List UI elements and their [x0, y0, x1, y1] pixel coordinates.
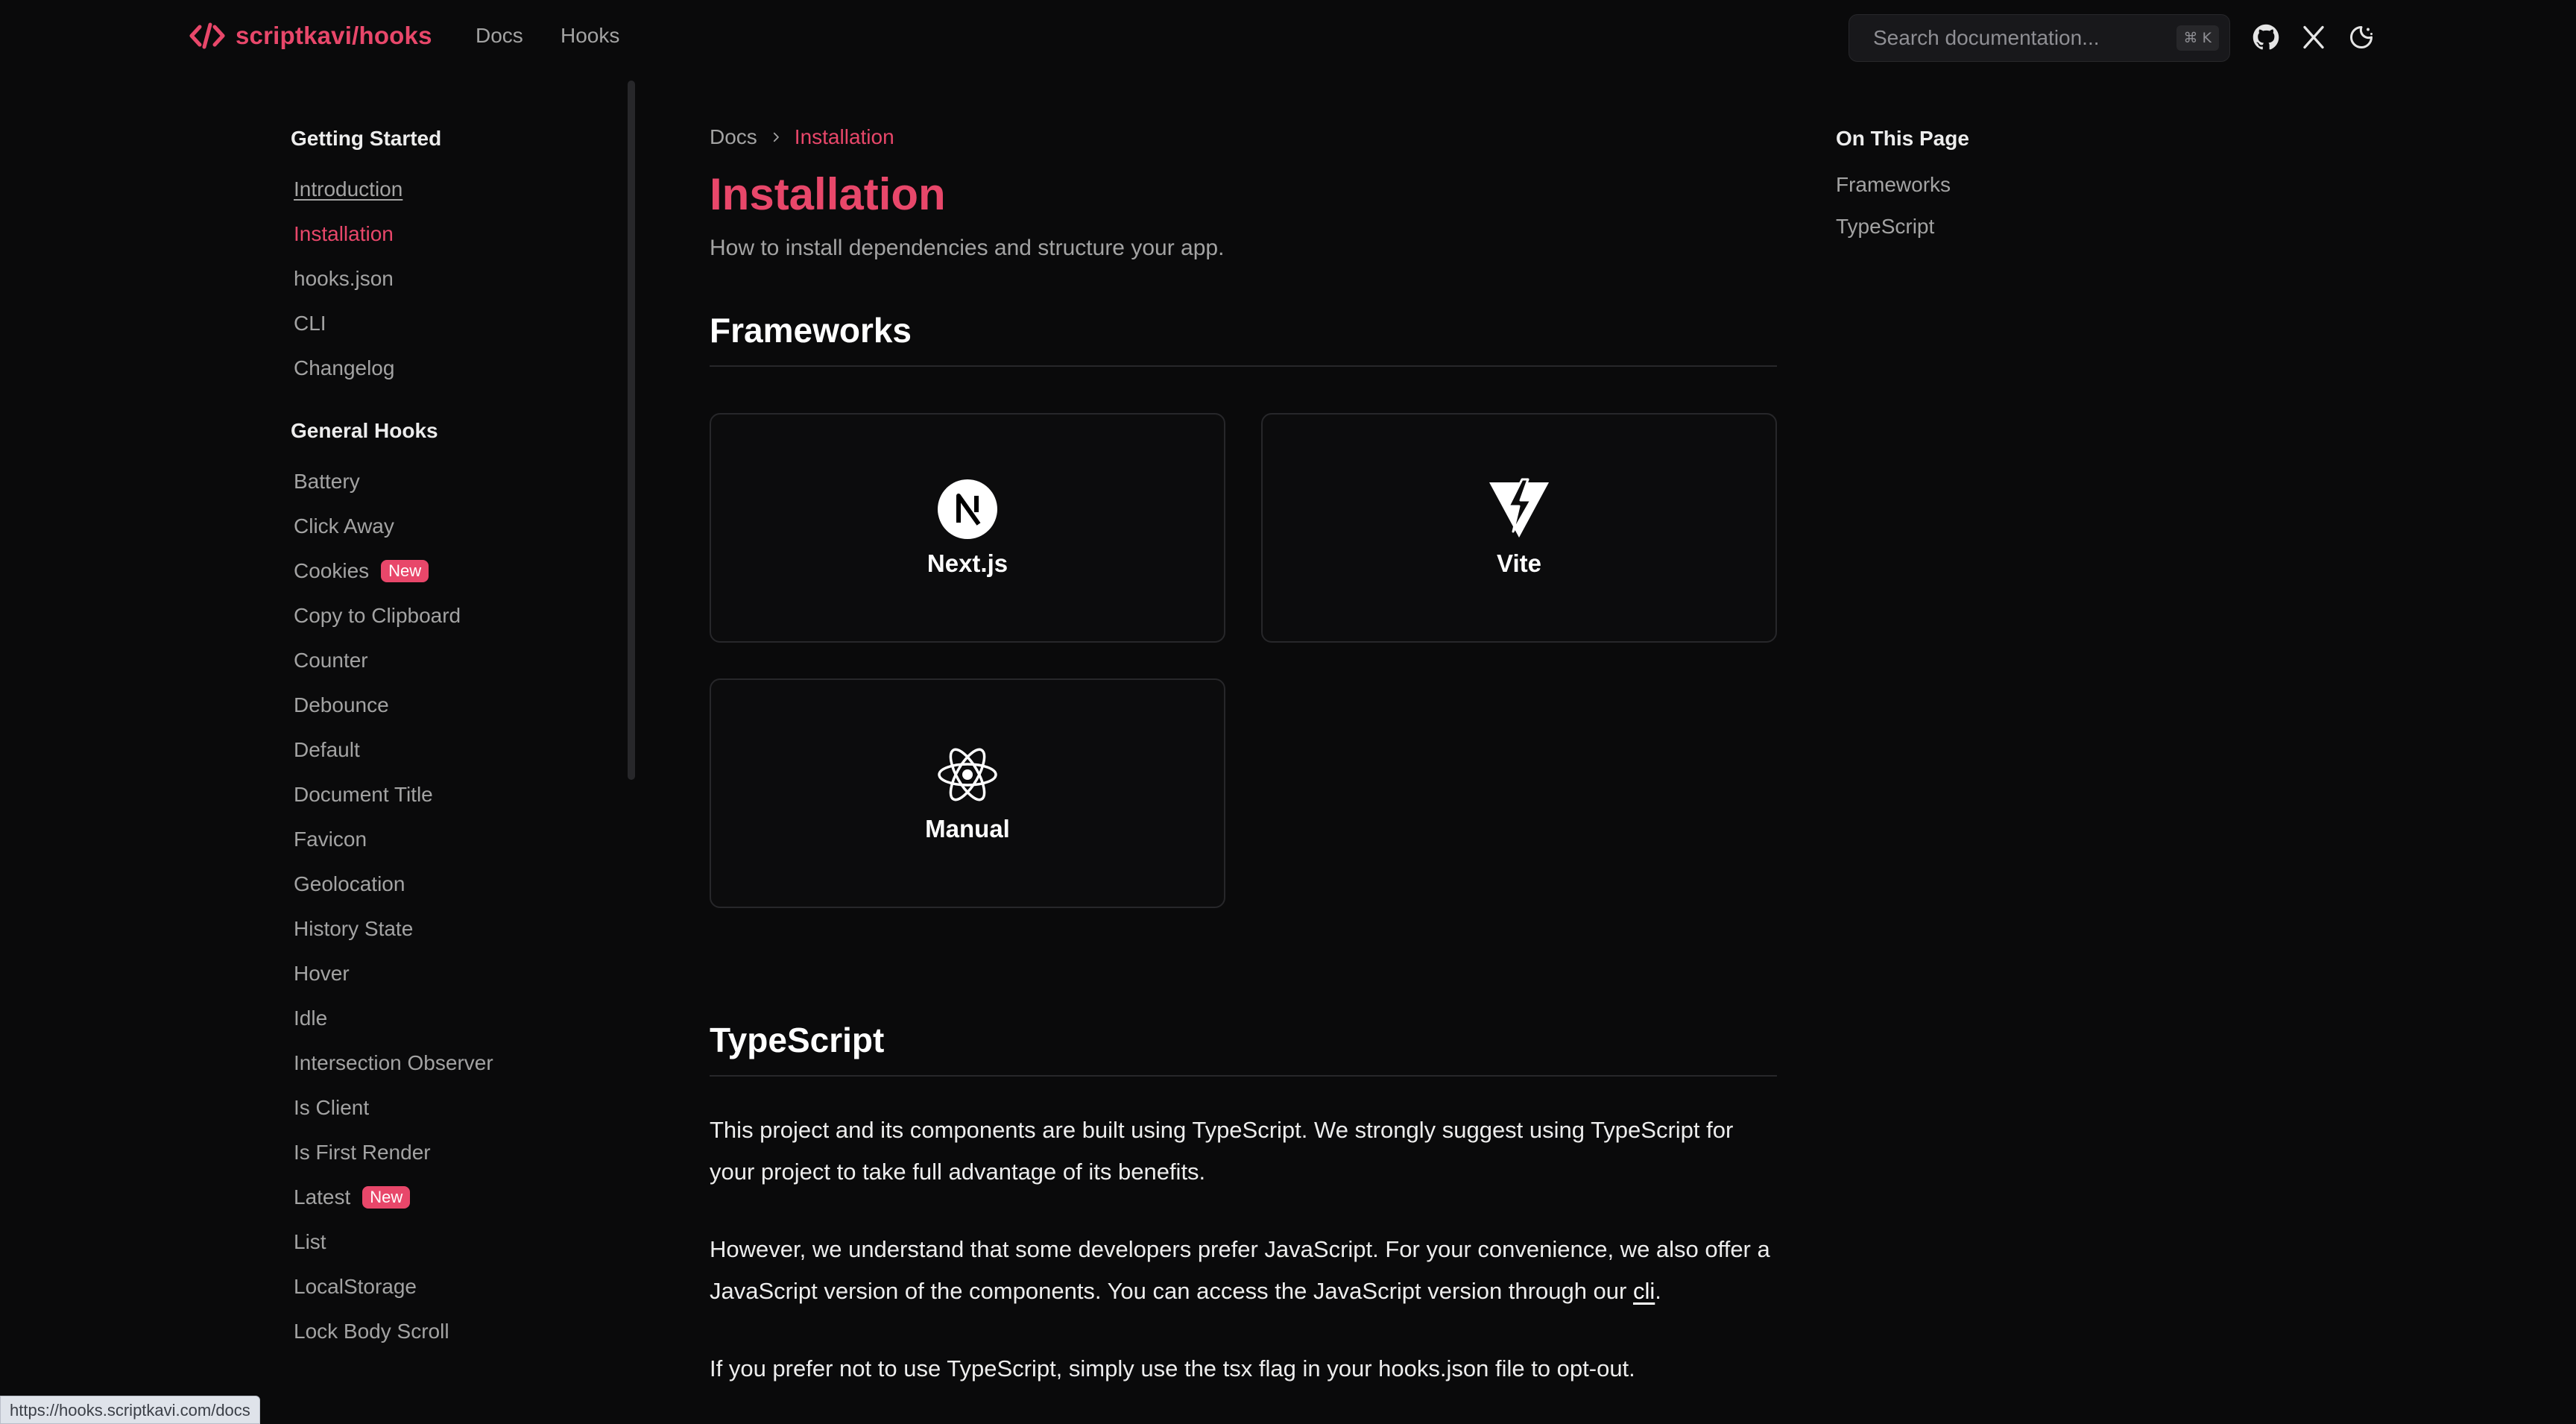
- sidebar-item-is-first-render[interactable]: [291, 1130, 619, 1175]
- search-shortcut-kbd: ⌘ K: [2176, 25, 2220, 51]
- sidebar-item-counter[interactable]: [291, 638, 619, 683]
- sidebar-item-label: Idle: [294, 1006, 328, 1030]
- sidebar-item-label: Copy to Clipboard: [294, 604, 461, 627]
- framework-card-label: Manual: [925, 815, 1010, 842]
- sidebar-group: [291, 419, 619, 1354]
- typescript-paragraph-1: This project and its components are built using TypeScript. We strongly suggest using TypeScript for your project to take full advantage of its benefits.: [710, 1117, 1734, 1185]
- sidebar-item-label: Lock Body Scroll: [294, 1320, 449, 1343]
- sidebar-group-title: Getting Started: [291, 127, 442, 150]
- frameworks-heading: Frameworks: [710, 310, 1777, 367]
- sidebar-item-localstorage[interactable]: [291, 1264, 619, 1309]
- sidebar-item-label: Counter: [294, 649, 368, 672]
- breadcrumb-docs-link[interactable]: Docs: [710, 125, 757, 148]
- search-input[interactable]: [1849, 14, 2230, 62]
- sidebar-item-label: Is Client: [294, 1096, 370, 1119]
- sidebar-item-label: Changelog: [294, 356, 395, 379]
- sidebar-scrollbar[interactable]: [628, 81, 635, 780]
- brand-name: scriptkavi/hooks: [236, 22, 432, 49]
- theme-toggle-icon[interactable]: [2346, 22, 2376, 52]
- github-icon[interactable]: [2251, 22, 2281, 52]
- sidebar-item-label: Geolocation: [294, 872, 405, 895]
- sidebar-item-label: Battery: [294, 470, 360, 493]
- docs-sidebar: [291, 127, 619, 1354]
- chevron-right-icon: [769, 130, 783, 144]
- new-badge: New: [362, 1186, 410, 1209]
- toc-item-frameworks[interactable]: Frameworks: [1836, 173, 1951, 196]
- main-content: [710, 119, 1777, 1390]
- sidebar-item-copy-to-clipboard[interactable]: [291, 593, 619, 638]
- sidebar-item-installation[interactable]: [291, 212, 619, 256]
- vite-icon: [1488, 478, 1550, 541]
- sidebar-item-label: Click Away: [294, 514, 394, 538]
- sidebar-item-introduction[interactable]: [291, 167, 619, 212]
- page-description: How to install dependencies and structure your app.: [710, 236, 1225, 260]
- sidebar-item-hooks-json[interactable]: [291, 256, 619, 301]
- sidebar-item-intersection-observer[interactable]: [291, 1041, 619, 1086]
- frameworks-grid: [710, 413, 1777, 947]
- framework-card-label: Vite: [1497, 549, 1541, 577]
- code-brackets-icon: [189, 21, 225, 51]
- sidebar-item-battery[interactable]: [291, 459, 619, 504]
- nextjs-icon: [936, 478, 999, 541]
- sidebar-item-latest[interactable]: [291, 1175, 619, 1220]
- typescript-heading: TypeScript: [710, 1020, 1777, 1077]
- sidebar-item-label: Intersection Observer: [294, 1051, 493, 1074]
- sidebar-group: [291, 127, 619, 391]
- sidebar-item-label: Debounce: [294, 693, 389, 716]
- paragraph-text: .: [1655, 1278, 1661, 1304]
- sidebar-item-default[interactable]: [291, 728, 619, 772]
- sidebar-item-label: Document Title: [294, 783, 433, 806]
- sidebar-item-label: Favicon: [294, 828, 367, 851]
- sidebar-item-label: History State: [294, 917, 414, 940]
- paragraph-text: However, we understand that some developers prefer JavaScript. For your convenience, we also offer a JavaScript version of the components. You can access the JavaScript version through our: [710, 1236, 1770, 1304]
- sidebar-item-label: Cookies: [294, 559, 370, 582]
- sidebar-item-click-away[interactable]: [291, 504, 619, 549]
- sidebar-item-label: CLI: [294, 312, 326, 335]
- sidebar-item-label: LocalStorage: [294, 1275, 417, 1298]
- breadcrumb: [710, 119, 1777, 155]
- sidebar-item-label: hooks.json: [294, 267, 394, 290]
- toc-title: On This Page: [1836, 127, 1969, 150]
- top-header: [0, 0, 2576, 75]
- sidebar-item-idle[interactable]: [291, 996, 619, 1041]
- new-badge: New: [381, 560, 429, 582]
- react-icon: [936, 743, 999, 806]
- brand-logo-link[interactable]: [189, 21, 432, 51]
- sidebar-item-hover[interactable]: [291, 951, 619, 996]
- framework-card-nextjs[interactable]: [710, 413, 1225, 643]
- sidebar-item-label: Is First Render: [294, 1141, 431, 1164]
- sidebar-group-title: General Hooks: [291, 419, 438, 442]
- x-icon[interactable]: [2299, 22, 2329, 52]
- sidebar-item-label: Default: [294, 738, 360, 761]
- sidebar-item-cli[interactable]: [291, 301, 619, 346]
- framework-card-label: Next.js: [926, 549, 1008, 577]
- sidebar-item-label: Latest: [294, 1185, 351, 1209]
- sidebar-item-label: Introduction: [294, 177, 403, 201]
- sidebar-item-label: Hover: [294, 962, 350, 985]
- sidebar-item-debounce[interactable]: [291, 683, 619, 728]
- sidebar-item-label: List: [294, 1230, 326, 1253]
- framework-card-vite[interactable]: [1261, 413, 1777, 643]
- sidebar-item-is-client[interactable]: [291, 1086, 619, 1130]
- breadcrumb-current: Installation: [794, 125, 894, 148]
- link-status-bar: https://hooks.scriptkavi.com/docs: [0, 1396, 260, 1424]
- sidebar-item-favicon[interactable]: [291, 817, 619, 862]
- toc-item-typescript[interactable]: TypeScript: [1836, 215, 1935, 238]
- nav-hooks-link[interactable]: Hooks: [561, 24, 620, 47]
- sidebar-item-geolocation[interactable]: [291, 862, 619, 907]
- page-title: Installation: [710, 169, 946, 219]
- cli-link[interactable]: cli: [1632, 1278, 1655, 1304]
- sidebar-item-changelog[interactable]: [291, 346, 619, 391]
- sidebar-item-document-title[interactable]: [291, 772, 619, 817]
- sidebar-item-label: Installation: [294, 222, 394, 245]
- typescript-paragraph-2: [710, 1229, 1777, 1312]
- nav-docs-link[interactable]: Docs: [476, 24, 523, 47]
- sidebar-item-cookies[interactable]: [291, 549, 619, 593]
- search-placeholder: Search documentation...: [1873, 26, 2100, 49]
- sidebar-item-history-state[interactable]: [291, 907, 619, 951]
- sidebar-item-lock-body-scroll[interactable]: [291, 1309, 619, 1354]
- sidebar-item-list[interactable]: [291, 1220, 619, 1264]
- typescript-paragraph-3: If you prefer not to use TypeScript, simply use the tsx flag in your hooks.json file to opt-out.: [710, 1355, 1635, 1382]
- framework-card-manual[interactable]: [710, 678, 1225, 908]
- on-this-page-toc: [1836, 127, 1969, 256]
